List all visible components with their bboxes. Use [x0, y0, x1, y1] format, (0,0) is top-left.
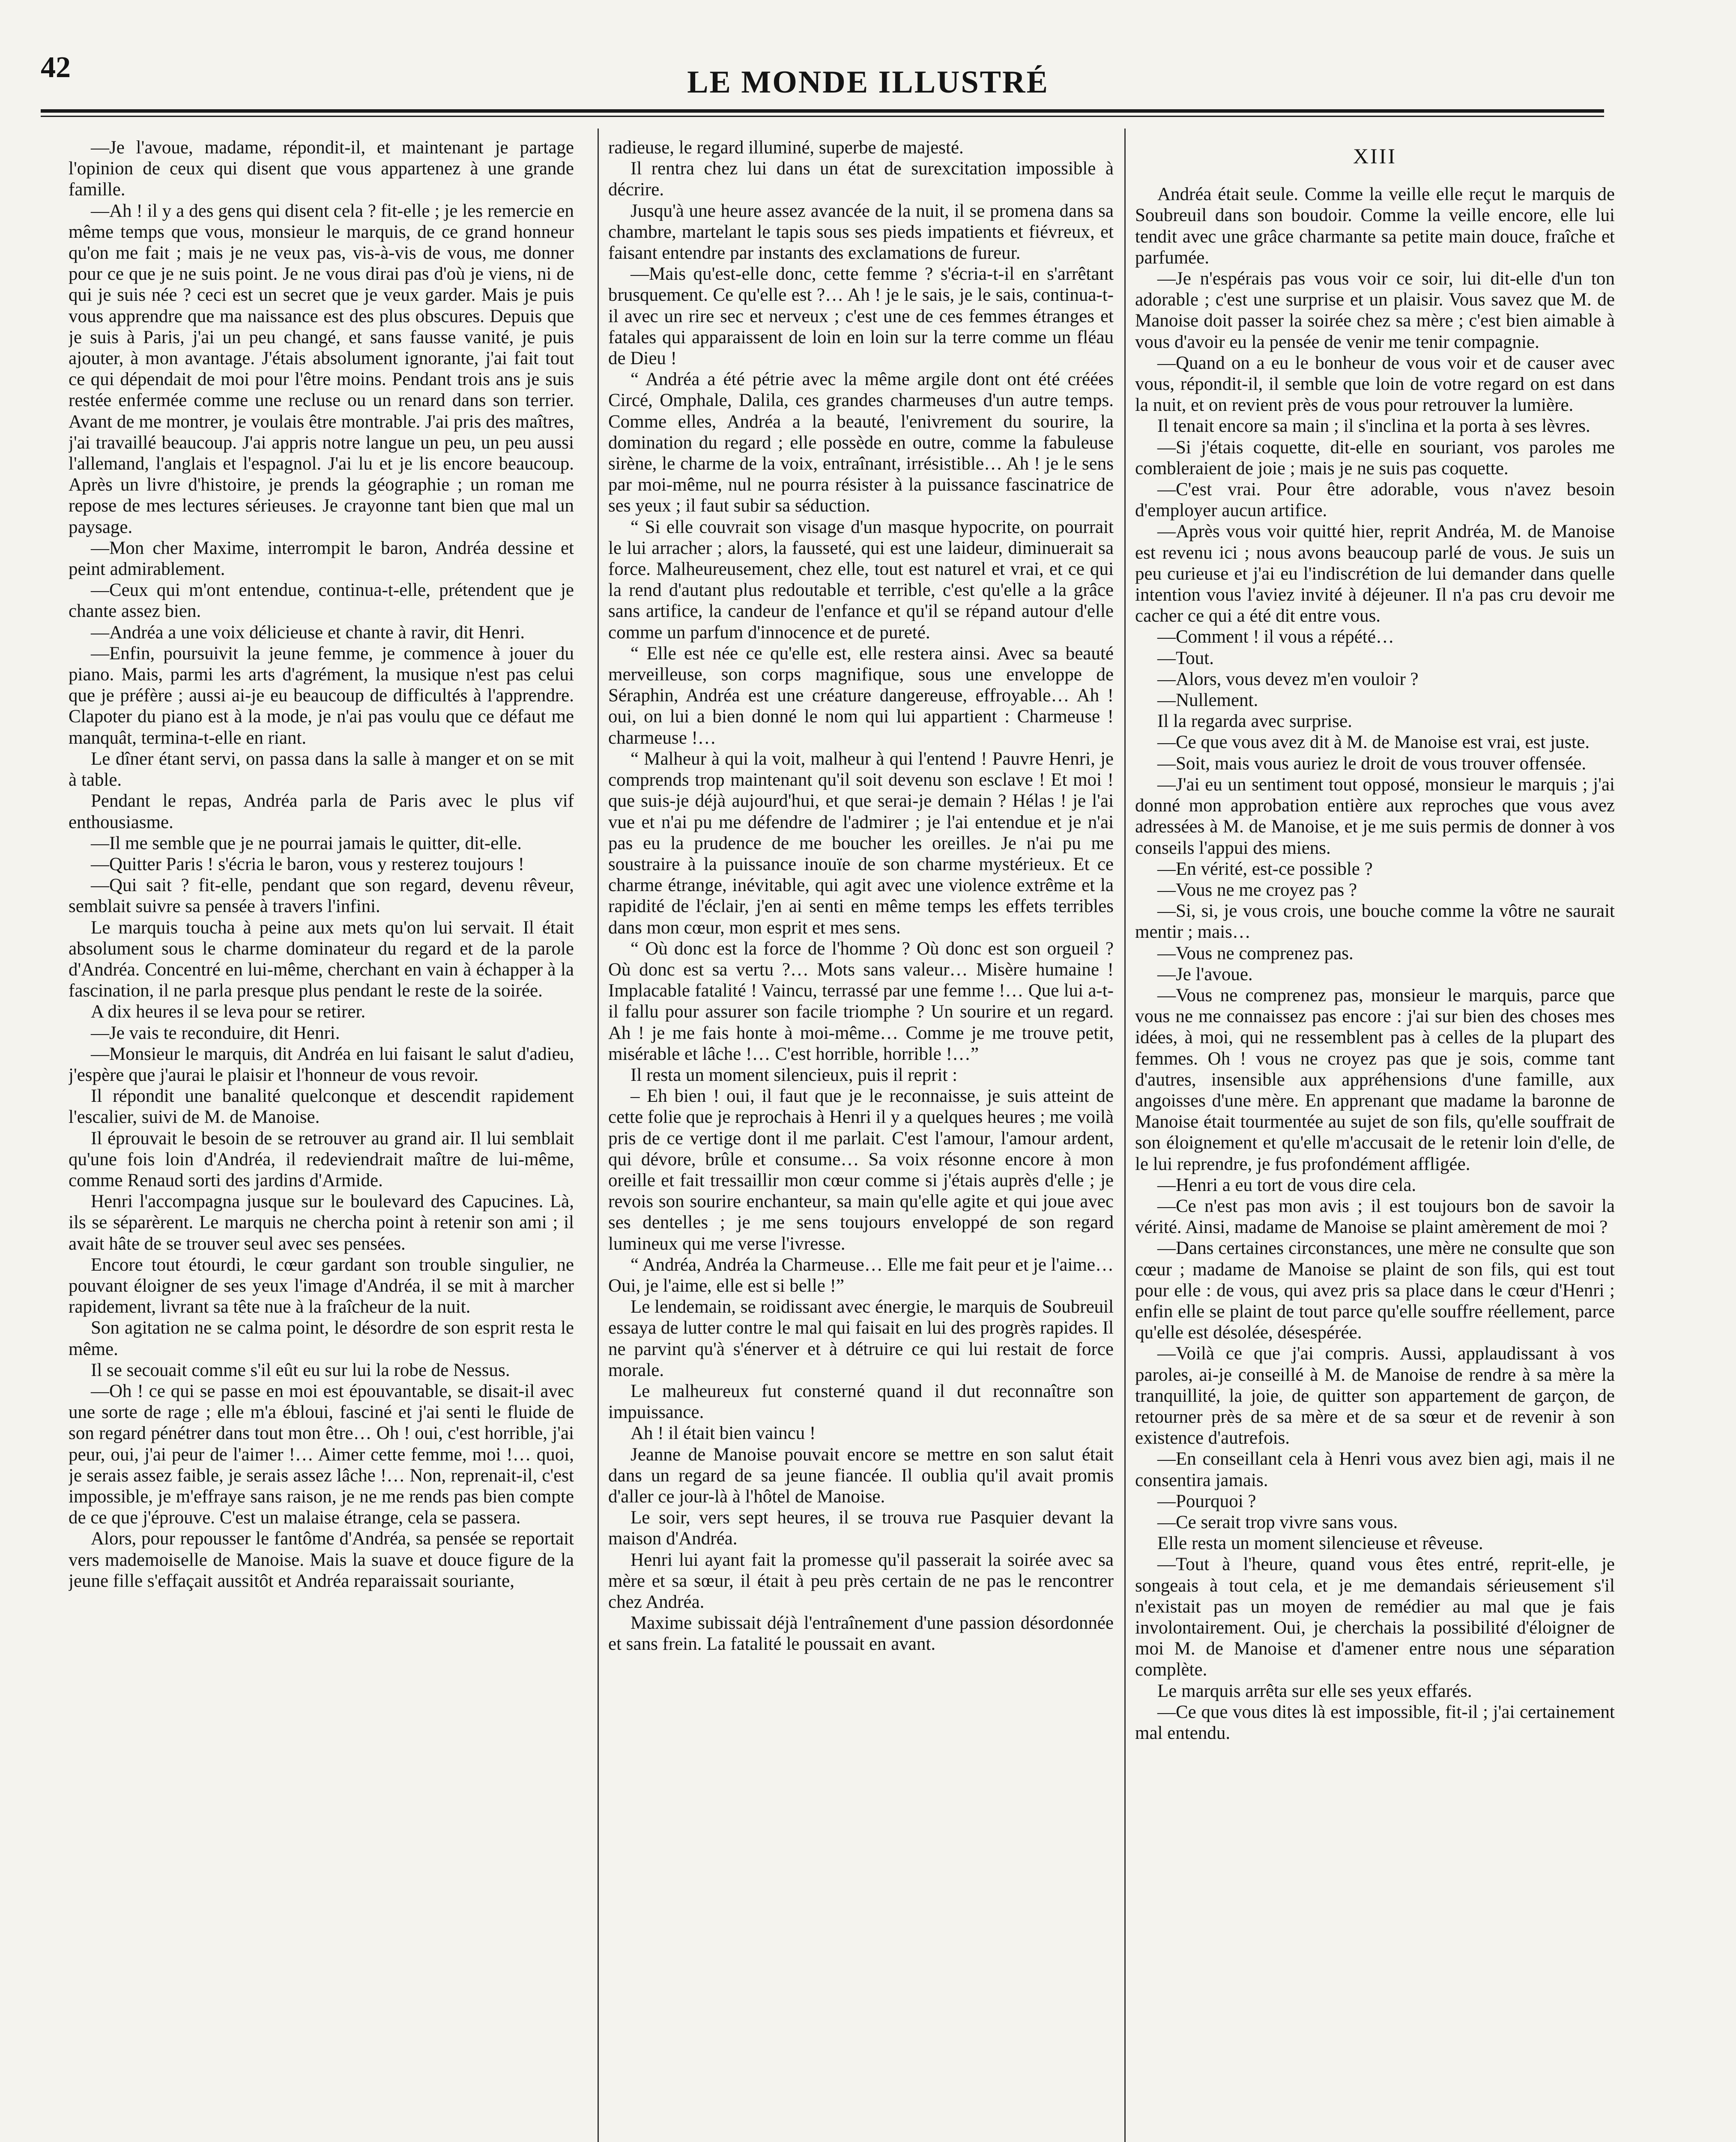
paragraph: Il resta un moment silencieux, puis il reprit :: [630, 1065, 958, 1085]
paragraph: —Mais qu'est-elle donc, cette femme ? s'écria-t-il en s'arrêtant brusquement. Ce qu'elle est ?… Ah ! je le sais, je le sais, continua-t-il avec un rire sec et nerveux ; c'est une de ces femmes étranges et fatales qui apparaissent de loin en loin sur la terre comme un fléau de Dieu !: [608, 264, 1114, 369]
paragraph: Le marquis toucha à peine aux mets qu'on lui servait. Il était absolument sous le charme dominateur du regard et de la parole d'Andréa. Concentré en lui-même, cherchant en vain à échapper à la fascination, il ne parla presque plus pendant le reste de la soirée.: [69, 917, 574, 1001]
paragraph: —Vous ne comprenez pas.: [1157, 943, 1354, 963]
paragraph: Jusqu'à une heure assez avancée de la nuit, il se promena dans sa chambre, martelant le tapis sous ses pieds impatients et fiévreux, et faisant entendre par instants des exclamations de fureur.: [608, 200, 1114, 263]
paragraph: “ Andréa a été pétrie avec la même argile dont ont été créées Circé, Omphale, Dalila, ces grandes charmeuses d'un autre temps. Comme elles, Andréa a la beauté, l'enivrement du sourire, la domination du regard ; elle possède en outre, comme la fabuleuse sirène, le charme de la voix, entraînant, irrésistible… Ah ! je le sens par moi-même, nul ne pourra résister à la puissance fascinatrice de ses yeux ; il faut subir sa séduction.: [608, 369, 1114, 516]
paragraph: —Tout.: [1157, 648, 1214, 668]
paragraph: —Ce que vous dites là est impossible, fit-il ; j'ai certainement mal entendu.: [1135, 1702, 1615, 1744]
paragraph: —Quitter Paris ! s'écria le baron, vous y resterez toujours !: [91, 854, 524, 874]
paragraph: “ Où donc est la force de l'homme ? Où donc est son orgueil ? Où donc est sa vertu ?… Mots sans valeur… Misère humaine ! Implacable fatalité ! Vaincu, terrassé par une femme !… Que lui a-t-il fallu pour assurer son facile triomphe ? Un sourire et un regard. Ah ! je me fais honte à moi-même… Comme je me trouve petit, misérable et lâche !… C'est horrible, horrible !…”: [608, 938, 1114, 1064]
paragraph: —Il me semble que je ne pourrai jamais le quitter, dit-elle.: [91, 833, 522, 853]
paragraph: —Pourquoi ?: [1157, 1491, 1256, 1511]
paragraph: —C'est vrai. Pour être adorable, vous n'avez besoin d'employer aucun artifice.: [1135, 479, 1615, 521]
paragraph: Encore tout étourdi, le cœur gardant son trouble singulier, ne pouvant éloigner de ses yeux l'image d'Andréa, il se mit à marcher rapidement, livrant sa tête nue à la fraîcheur de la nuit.: [69, 1254, 574, 1317]
paragraph: —Qui sait ? fit-elle, pendant que son regard, devenu rêveur, semblait suivre sa pensée à travers l'infini.: [69, 875, 574, 917]
column-3: [1135, 137, 1615, 2142]
paragraph: —Voilà ce que j'ai compris. Aussi, applaudissant à vos paroles, ai-je conseillé à M. de Manoise de rendre à sa mère la tranquillité, la joie, de quitter son appartement de garçon, de retourner près de sa mère et de sa sœur et de revenir à son existence d'autrefois.: [1135, 1343, 1615, 1448]
paragraph: —Je n'espérais pas vous voir ce soir, lui dit-elle d'un ton adorable ; c'est une surprise et un plaisir. Vous savez que M. de Manoise doit passer la soirée chez sa mère ; c'est bien aimable à vous d'avoir eu la pensée de venir me tenir compagnie.: [1135, 269, 1615, 352]
paragraph: —Ceux qui m'ont entendue, continua-t-elle, prétendent que je chante assez bien.: [69, 580, 574, 622]
paragraph: Le malheureux fut consterné quand il dut reconnaître son impuissance.: [608, 1381, 1114, 1423]
paragraph: —Vous ne comprenez pas, monsieur le marquis, parce que vous ne me connaissez pas encore : j'ai sur bien des choses mes idées, à moi, qui ne ressemblent pas à celles de la plupart des femmes. Oh ! vous ne croyez pas que je sois, comme tant d'autres, insensible aux appréhensions d'une famille, aux angoisses d'une mère. En apprenant que madame la baronne de Manoise était tourmentée au sujet de son fils, qu'elle souffrait de son éloignement et qu'elle m'accusait de le retenir loin d'elle, de le lui reprendre, je fus profondément affligée.: [1135, 985, 1615, 1174]
chapter-heading: XIII: [1353, 144, 1397, 168]
paragraph: —En conseillant cela à Henri vous avez bien agi, mais il ne consentira jamais.: [1135, 1449, 1615, 1490]
paragraph: Henri l'accompagna jusque sur le boulevard des Capucines. Là, ils se séparèrent. Le marquis ne chercha point à retenir son ami ; il avait hâte de se trouver seul avec ses pensées.: [69, 1191, 574, 1254]
header-rule-thin: [41, 116, 1604, 117]
paragraph: —Comment ! il vous a répété…: [1157, 627, 1394, 647]
paragraph: —En vérité, est-ce possible ?: [1157, 859, 1373, 879]
column-divider: [1124, 129, 1126, 2142]
paragraph: Il répondit une banalité quelconque et descendit rapidement l'escalier, suivi de M. de Manoise.: [69, 1086, 574, 1128]
paragraph: Le soir, vers sept heures, il se trouva rue Pasquier devant la maison d'Andréa.: [608, 1508, 1114, 1549]
paragraph: Il la regarda avec surprise.: [1157, 711, 1352, 732]
paragraph: —Vous ne me croyez pas ?: [1157, 880, 1357, 900]
paragraph: —J'ai eu un sentiment tout opposé, monsieur le marquis ; j'ai donné mon approbation entière aux reproches que vous avez adressées à M. de Manoise, et je me suis permis de donner à vos conseils l'appui des miens.: [1135, 774, 1615, 858]
paragraph: Il se secouait comme s'il eût eu sur lui la robe de Nessus.: [91, 1360, 510, 1380]
paragraph: Pendant le repas, Andréa parla de Paris avec le plus vif enthousiasme.: [69, 791, 574, 832]
paragraph: —Tout à l'heure, quand vous êtes entré, reprit-elle, je songeais à tout cela, et je me demandais sérieusement s'il n'existait pas un moyen de remédier au mal que je fais involontairement. Oui, je cherchais la possibilité d'éloigner de moi M. de Manoise et d'amener entre nous une séparation complète.: [1135, 1554, 1615, 1680]
column-1: [69, 137, 574, 2142]
paragraph: —Je l'avoue.: [1157, 964, 1253, 984]
paragraph: Le dîner étant servi, on passa dans la salle à manger et on se mit à table.: [69, 748, 574, 790]
masthead: LE MONDE ILLUSTRÉ: [687, 65, 1049, 100]
paragraph: —Je vais te reconduire, dit Henri.: [91, 1023, 340, 1043]
paragraph: —Ah ! il y a des gens qui disent cela ? fit-elle ; je les remercie en même temps que vous, monsieur le marquis, de ce grand honneur qu'on me fait ; mais je ne veux pas, vis-à-vis de vous, me donner pour ce que je ne suis point. Je ne vous dirai pas d'où je viens, ni de qui je suis née ? ceci est un secret que je veux garder. Mais je puis vous apprendre que ma naissance est des plus obscures. Depuis que je suis à Paris, j'ai un peu changé, et sans fausse vanité, je puis ajouter, à mon avantage. J'étais absolument ignorante, j'ai fait tout ce qui dépendait de moi pour l'être moins. Pendant trois ans je suis restée enfermée comme une recluse ou un renard dans son terrier. Avant de me montrer, je voulais être montrable. J'ai pris des maîtres, j'ai travaillé beaucoup. J'ai appris notre langue un peu, un peu aussi l'allemand, l'anglais et l'espagnol. J'ai lu et je lis encore beaucoup. Après un livre d'histoire, je prends la géographie ; un roman me repose de mes lectures sérieuses. Je crayonne tant bien que mal un paysage.: [69, 200, 574, 537]
paragraph: —Enfin, poursuivit la jeune femme, je commence à jouer du piano. Mais, parmi les arts d'agrément, la musique n'est pas celui que je préfère ; aussi ai-je eu beaucoup de difficultés à l'apprendre. Clapoter du piano est à la mode, je n'ai pas voulu que ce défaut me manquât, termina-t-elle en riant.: [69, 643, 574, 748]
paragraph: Elle resta un moment silencieuse et rêveuse.: [1157, 1533, 1483, 1554]
paragraph: Alors, pour repousser le fantôme d'Andréa, sa pensée se reportait vers mademoiselle de Manoise. Mais la suave et douce figure de la jeune fille s'effaçait aussitôt et Andréa reparaissait souriante,: [69, 1529, 574, 1591]
paragraph: Il éprouvait le besoin de se retrouver au grand air. Il lui semblait qu'une fois loin d'Andréa, il redeviendrait maître de lui-même, comme Renaud sorti des jardins d'Armide.: [69, 1128, 574, 1191]
paragraph: “ Si elle couvrait son visage d'un masque hypocrite, on pourrait le lui arracher ; alors, la fausseté, qui est une laideur, diminuerait sa force. Malheureusement, chez elle, tout est naturel et vrai, et ce qui la rend d'autant plus redoutable et terrible, c'est qu'elle a la grâce sans artifice, la candeur de l'enfance et qu'il se répand autour d'elle comme un parfum d'innocence et de pureté.: [608, 517, 1114, 643]
column-2: [608, 137, 1114, 2142]
paragraph: Andréa était seule. Comme la veille elle reçut le marquis de Soubreuil dans son boudoir. Comme la veille encore, elle lui tendit avec une grâce charmante sa petite main douce, fraîche et parfumée.: [1135, 184, 1615, 268]
paragraph: Le marquis arrêta sur elle ses yeux effarés.: [1157, 1681, 1472, 1701]
paragraph: A dix heures il se leva pour se retirer.: [91, 1002, 366, 1022]
paragraph: Son agitation ne se calma point, le désordre de son esprit resta le même.: [69, 1318, 574, 1359]
header-rule: [41, 109, 1604, 113]
paragraph: —Soit, mais vous auriez le droit de vous trouver offensée.: [1157, 753, 1587, 774]
paragraph: Maxime subissait déjà l'entraînement d'une passion désordonnée et sans frein. La fatalité le poussait en avant.: [608, 1613, 1114, 1654]
paragraph: Le lendemain, se roidissant avec énergie, le marquis de Soubreuil essaya de lutter contre le mal qui faisait en lui des progrès rapides. Il ne parvint qu'à s'énerver et à détruire ce qui lui restait de force morale.: [608, 1297, 1114, 1380]
paragraph: —Après vous voir quitté hier, reprit Andréa, M. de Manoise est revenu ici ; nous avons beaucoup parlé de vous. Je suis un peu curieuse et j'ai eu l'indiscrétion de lui demander dans quelle intention vous l'aviez invité à déjeuner. Il n'a pas cru devoir me cacher ce qui a été dit entre vous.: [1135, 521, 1615, 626]
paragraph: —Monsieur le marquis, dit Andréa en lui faisant le salut d'adieu, j'espère que j'aurai le plaisir et l'honneur de vous revoir.: [69, 1044, 574, 1085]
paragraph: radieuse, le regard illuminé, superbe de majesté.: [608, 138, 964, 158]
paragraph: Henri lui ayant fait la promesse qu'il passerait la soirée avec sa mère et sa sœur, il était à peu près certain de ne pas le rencontrer chez Andréa.: [608, 1550, 1114, 1612]
paragraph: —Si j'étais coquette, dit-elle en souriant, vos paroles me combleraient de joie ; mais je ne suis pas coquette.: [1135, 437, 1615, 479]
paragraph: Jeanne de Manoise pouvait encore se mettre en son salut était dans un regard de sa jeune fiancée. Il oublia qu'il avait promis d'aller ce jour-là à l'hôtel de Manoise.: [608, 1444, 1114, 1507]
paragraph: Ah ! il était bien vaincu !: [630, 1423, 816, 1444]
paragraph: —Henri a eu tort de vous dire cela.: [1157, 1175, 1416, 1195]
paragraph: —Mon cher Maxime, interrompit le baron, Andréa dessine et peint admirablement.: [69, 538, 574, 580]
paragraph: —Je l'avoue, madame, répondit-il, et maintenant je partage l'opinion de ceux qui disent que vous appartenez à une grande famille.: [69, 138, 574, 200]
paragraph: “ Andréa, Andréa la Charmeuse… Elle me fait peur et je l'aime… Oui, je l'aime, elle est si belle !”: [608, 1254, 1114, 1296]
paragraph: Il rentra chez lui dans un état de surexcitation impossible à décrire.: [608, 159, 1114, 200]
paragraph: Il tenait encore sa main ; il s'inclina et la porta à ses lèvres.: [1157, 416, 1590, 437]
column-divider: [598, 129, 599, 2142]
paragraph: —Ce serait trop vivre sans vous.: [1157, 1512, 1398, 1532]
paragraph: —Quand on a eu le bonheur de vous voir et de causer avec vous, répondit-il, il semble que loin de votre regard on est dans la nuit, et on revient près de vous pour retrouver la lumière.: [1135, 353, 1615, 416]
paragraph: —Andréa a une voix délicieuse et chante à ravir, dit Henri.: [91, 622, 525, 643]
paragraph: —Si, si, je vous crois, une bouche comme la vôtre ne saurait mentir ; mais…: [1135, 901, 1615, 942]
paragraph: “ Malheur à qui la voit, malheur à qui l'entend ! Pauvre Henri, je comprends trop maintenant qu'il soit devenu son esclave ! Et moi ! que suis-je déjà aujourd'hui, et que serai-je demain ? Hélas ! je l'ai vue et n'ai pu me défendre de l'admirer ; je l'ai entendue et je n'ai pas eu la prudence de me boucher les oreilles. Je n'ai pu me soustraire à la puissance inouïe de son charme mystérieux. Et ce charme étrange, inévitable, qui agit avec une violence extrême et la rapidité de l'éclair, j'en ai senti en même temps les effets terribles dans mon cœur, mon esprit et mes sens.: [608, 748, 1114, 938]
paragraph: —Ce n'est pas mon avis ; il est toujours bon de savoir la vérité. Ainsi, madame de Manoise se plaint amèrement de moi ?: [1135, 1196, 1615, 1238]
paragraph: “ Elle est née ce qu'elle est, elle restera ainsi. Avec sa beauté merveilleuse, son corps magnifique, sous une enveloppe de Séraphin, Andréa est une créature dangereuse, effroyable… Ah ! oui, on lui a bien donné le nom qui lui appartient : Charmeuse ! charmeuse !…: [608, 643, 1114, 748]
paragraph: —Ce que vous avez dit à M. de Manoise est vrai, est juste.: [1157, 732, 1590, 753]
paragraph: —Oh ! ce qui se passe en moi est épouvantable, se disait-il avec une sorte de rage ; elle m'a ébloui, fasciné et j'ai senti le fluide de son regard pénétrer dans tout mon être… Oh ! oui, c'est horrible, j'ai peur, oui, j'ai peur de l'aimer !… Aimer cette femme, moi !… quoi, je serais assez faible, je serais assez lâche !… Non, reprenait-il, c'est impossible, je m'effraye sans raison, je ne me rends pas bien compte de ce que j'éprouve. C'est un malaise étrange, cela se passera.: [69, 1381, 574, 1528]
paragraph: – Eh bien ! oui, il faut que je le reconnaisse, je suis atteint de cette folie que je reprochais à Henri il y a quelques heures ; me voilà pris de ce vertige dont il me parlait. C'est l'amour, l'amour ardent, qui dévore, brûle et consume… Sa voix résonne encore à mon oreille et fait tressaillir mon cœur comme si j'étais auprès d'elle ; je revois son sourire enchanteur, sa main qu'elle agite et qui joue avec ses dentelles ; je me sens toujours enveloppé de son regard lumineux qui me verse l'ivresse.: [608, 1086, 1114, 1254]
page-number: 42: [41, 51, 71, 84]
paragraph: —Dans certaines circonstances, une mère ne consulte que son cœur ; madame de Manoise se plaint de son fils, qui est tout pour elle : de vous, qui avez pris sa place dans le cœur d'Henri ; enfin elle se plaint de tout parce qu'elle souffre réellement, parce qu'elle est désolée, désespérée.: [1135, 1238, 1615, 1343]
paragraph: —Nullement.: [1157, 690, 1258, 711]
paragraph: —Alors, vous devez m'en vouloir ?: [1157, 669, 1419, 689]
